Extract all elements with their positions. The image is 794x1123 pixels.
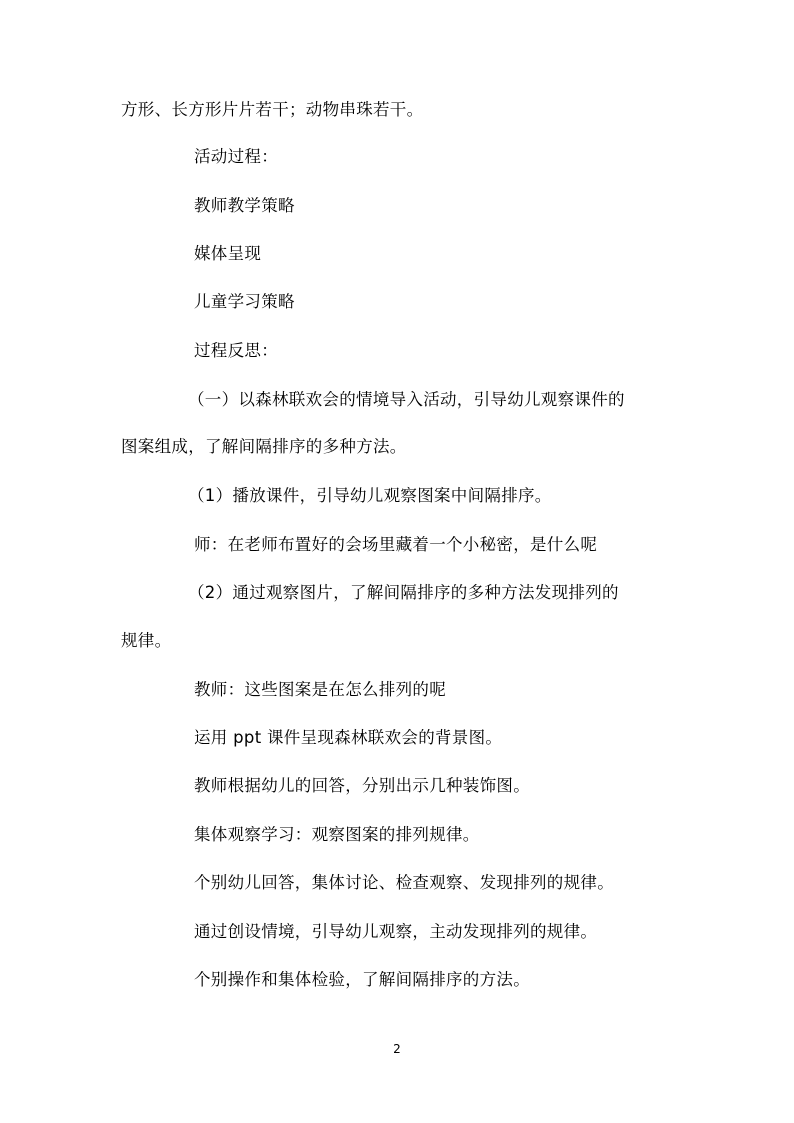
text-line: 过程反思：: [194, 341, 278, 360]
text-line: 媒体呈现: [194, 244, 262, 263]
text-line: （2）通过观察图片，了解间隔排序的多种方法发现排列的: [188, 583, 619, 602]
text-line: 方形、长方形片片若干；动物串珠若干。: [121, 100, 424, 119]
text-line: 师：在老师布置好的会场里藏着一个小秘密，是什么呢: [194, 535, 598, 554]
text-line: 活动过程：: [194, 147, 278, 166]
text-line: 教师教学策略: [194, 196, 295, 215]
text-line: 个别操作和集体检验，了解间隔排序的方法。: [194, 970, 530, 989]
text-line: 教师：这些图案是在怎么排列的呢: [194, 680, 446, 699]
text-line: （1）播放课件，引导幼儿观察图案中间隔排序。: [188, 486, 552, 505]
text-line: （一）以森林联欢会的情境导入活动，引导幼儿观察课件的: [188, 390, 625, 409]
text-line: 规律。: [121, 631, 172, 650]
text-line: 集体观察学习：观察图案的排列规律。: [194, 825, 480, 844]
text-line: 教师根据幼儿的回答，分别出示几种装饰图。: [194, 776, 530, 795]
text-line: 儿童学习策略: [194, 292, 295, 311]
text-line: 运用 ppt 课件呈现森林联欢会的背景图。: [194, 728, 503, 747]
text-line: 图案组成，了解间隔排序的多种方法。: [121, 437, 407, 456]
page-number: 2: [393, 1042, 401, 1056]
text-line: 个别幼儿回答，集体讨论、检查观察、发现排列的规律。: [194, 873, 614, 892]
text-line: 通过创设情境，引导幼儿观察，主动发现排列的规律。: [194, 922, 598, 941]
